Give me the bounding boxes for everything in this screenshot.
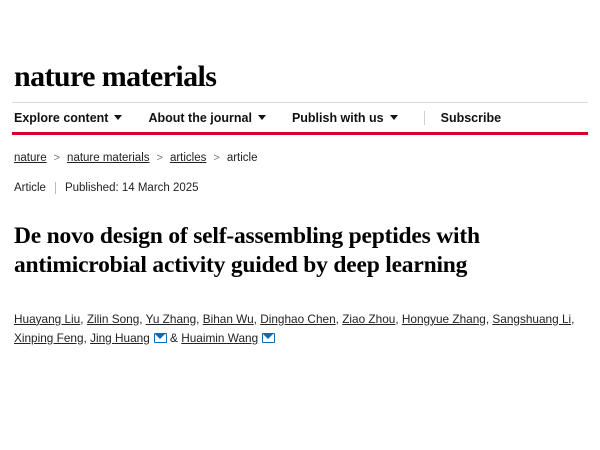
author-list [12, 296, 588, 348]
breadcrumb [12, 135, 588, 164]
top-spacer [12, 0, 588, 62]
nav-item-publish-with-us[interactable] [292, 111, 398, 125]
author-separator: , [139, 311, 146, 326]
page-title [12, 210, 559, 280]
author-separator: , [571, 311, 575, 326]
breadcrumb-item-nature[interactable]: nature [14, 152, 47, 164]
breadcrumb-item-nature-materials[interactable]: nature materials [67, 152, 150, 164]
author-separator: , [83, 330, 91, 345]
nav-item-label: About the journal [148, 110, 252, 125]
breadcrumb-separator: > [156, 152, 163, 164]
envelope-icon[interactable] [154, 333, 167, 343]
author-zilin-song[interactable]: Zilin Song [86, 311, 140, 326]
title-line-2: antimicrobial activity guided by deep learning [14, 251, 468, 278]
article-type: Article [14, 182, 46, 194]
author-huaimin-wang[interactable]: Huaimin Wang [181, 330, 259, 345]
meta-divider [55, 182, 56, 194]
main-navigation [12, 102, 588, 135]
breadcrumb-separator: > [213, 152, 220, 164]
nav-item-explore-content[interactable] [14, 111, 122, 125]
chevron-down-icon [258, 115, 266, 120]
author-huayang-liu[interactable]: Huayang Liu [14, 311, 81, 326]
author-separator: , [335, 311, 343, 326]
author-bihan-wu[interactable]: Bihan Wu [202, 311, 254, 326]
breadcrumb-separator: > [53, 152, 61, 164]
envelope-icon[interactable] [262, 333, 275, 343]
chevron-down-icon [114, 115, 122, 120]
nav-item-label: Subscribe [440, 110, 502, 125]
nav-item-label: Publish with us [291, 110, 384, 125]
nav-item-about-the-journal[interactable] [148, 111, 265, 125]
author-ziao-zhou[interactable]: Ziao Zhou [342, 311, 396, 326]
breadcrumb-item-articles[interactable]: articles [169, 152, 207, 164]
chevron-down-icon [390, 115, 398, 120]
nav-item-subscribe[interactable] [424, 111, 501, 125]
published-date: Published: 14 March 2025 [64, 182, 199, 194]
breadcrumb-item-article: article [226, 152, 258, 164]
author-sangshuang-li[interactable]: Sangshuang Li [492, 311, 572, 326]
author-separator: , [196, 311, 203, 326]
journal-masthead[interactable]: nature materials [14, 60, 217, 93]
author-hongyue-zhang[interactable]: Hongyue Zhang [401, 311, 486, 326]
author-separator: , [253, 311, 261, 326]
author-last-separator: & [166, 330, 182, 345]
author-xinping-feng[interactable]: Xinping Feng [14, 330, 84, 345]
nav-item-label: Explore content [14, 110, 109, 125]
author-separator: , [485, 311, 493, 326]
author-dinghao-chen[interactable]: Dinghao Chen [260, 311, 336, 326]
article-meta [12, 164, 588, 194]
author-separator: , [80, 311, 87, 326]
author-jing-huang[interactable]: Jing Huang [90, 330, 150, 345]
author-yu-zhang[interactable]: Yu Zhang [145, 311, 197, 326]
title-line-1: De novo design of self-assembling peptides with [14, 222, 480, 249]
author-separator: , [395, 311, 402, 326]
